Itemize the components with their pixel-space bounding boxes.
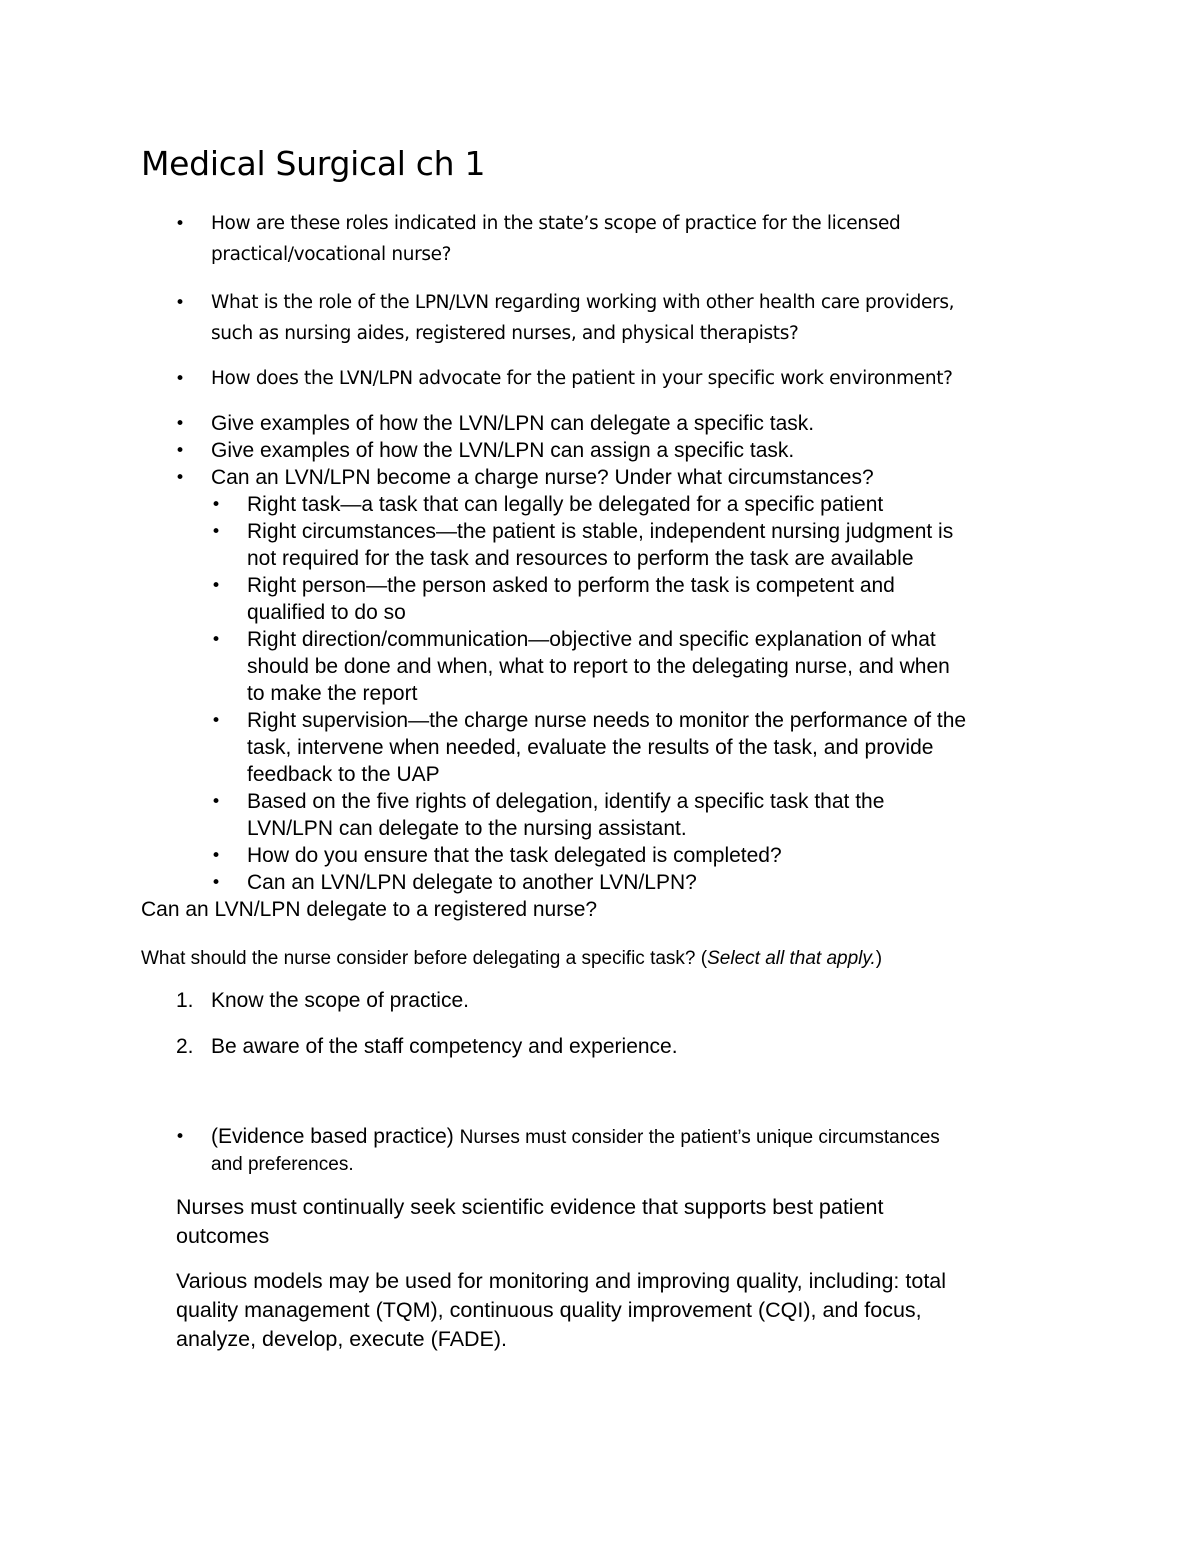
five-rights-question-line-1: Based on the five rights of delegation, identify a specific task that the — [247, 790, 885, 813]
sub-bullet: • — [211, 711, 222, 731]
right-person-line-2: qualified to do so — [247, 601, 406, 624]
paragraph-evidence-line-2: outcomes — [176, 1224, 270, 1248]
paragraph-quality-line-1: Various models may be used for monitoring and improving quality, including: total — [176, 1269, 947, 1293]
right-direction-line-1: Right direction/communication—objective and specific explanation of what — [247, 628, 936, 651]
bullet: • — [175, 214, 186, 234]
consider-question: What should the nurse consider before delegating a specific task? (Select all that apply.) — [141, 948, 883, 969]
option-scope-of-practice: Know the scope of practice. — [211, 989, 469, 1012]
sub-bullet: • — [211, 576, 222, 596]
right-person-line-1: Right person—the person asked to perform the task is competent and — [247, 574, 895, 597]
bullet: • — [175, 414, 186, 434]
ebp-line-1: (Evidence based practice) Nurses must consider the patient’s unique circumstances — [211, 1125, 940, 1148]
five-rights-question-line-2: LVN/LPN can delegate to the nursing assistant. — [247, 817, 687, 840]
question-role-lpn-line-1: What is the role of the LPN/LVN regarding working with other health care providers, — [211, 292, 955, 313]
option-number: 1. — [176, 989, 194, 1012]
option-number: 2. — [176, 1035, 194, 1058]
right-direction-line-2: should be done and when, what to report to the delegating nurse, and when — [247, 655, 950, 678]
bullet: • — [175, 369, 186, 389]
sub-bullet: • — [211, 792, 222, 812]
sub-bullet: • — [211, 630, 222, 650]
delegate-rn-question: Can an LVN/LPN delegate to a registered nurse? — [141, 898, 598, 921]
right-supervision-line-2: task, intervene when needed, evaluate the results of the task, and provide — [247, 736, 934, 759]
sub-bullet: • — [211, 846, 222, 866]
delegate-lvn-question: Can an LVN/LPN delegate to another LVN/LPN? — [247, 871, 697, 894]
sub-bullet: • — [211, 522, 222, 542]
right-circumstances-line-1: Right circumstances—the patient is stable, independent nursing judgment is — [247, 520, 954, 543]
bullet: • — [175, 293, 186, 313]
paragraph-quality-line-2: quality management (TQM), continuous quality improvement (CQI), and focus, — [176, 1298, 922, 1322]
right-circumstances-line-2: not required for the task and resources to perform the task are available — [247, 547, 914, 570]
question-roles-line-2: practical/vocational nurse? — [211, 244, 452, 265]
question-role-lpn-line-2: such as nursing aides, registered nurses, and physical therapists? — [211, 323, 799, 344]
sub-bullet: • — [211, 873, 222, 893]
right-supervision-line-1: Right supervision—the charge nurse needs to monitor the performance of the — [247, 709, 967, 732]
right-task: Right task—a task that can legally be delegated for a specific patient — [247, 493, 884, 516]
ensure-completed-question: How do you ensure that the task delegated is completed? — [247, 844, 782, 867]
sub-bullet: • — [211, 495, 222, 515]
question-advocate: How does the LVN/LPN advocate for the patient in your specific work environment? — [211, 368, 953, 389]
select-all-note: Select all that apply. — [707, 948, 876, 969]
ebp-line-2: and preferences. — [211, 1154, 354, 1175]
bullet: • — [175, 441, 186, 461]
paragraph-quality-line-3: analyze, develop, execute (FADE). — [176, 1327, 508, 1351]
bullet: • — [175, 468, 186, 488]
paragraph-evidence-line-1: Nurses must continually seek scientific evidence that supports best patient — [176, 1195, 884, 1219]
question-roles-line-1: How are these roles indicated in the state’s scope of practice for the licensed — [211, 213, 901, 234]
question-assign: Give examples of how the LVN/LPN can assign a specific task. — [211, 439, 795, 462]
right-direction-line-3: to make the report — [247, 682, 418, 705]
document-title: Medical Surgical ch 1 — [141, 144, 486, 183]
question-charge-nurse: Can an LVN/LPN become a charge nurse? Under what circumstances? — [211, 466, 874, 489]
right-supervision-line-3: feedback to the UAP — [247, 763, 440, 786]
option-staff-competency: Be aware of the staff competency and experience. — [211, 1035, 678, 1058]
question-delegate: Give examples of how the LVN/LPN can delegate a specific task. — [211, 412, 815, 435]
bullet: • — [175, 1127, 186, 1147]
